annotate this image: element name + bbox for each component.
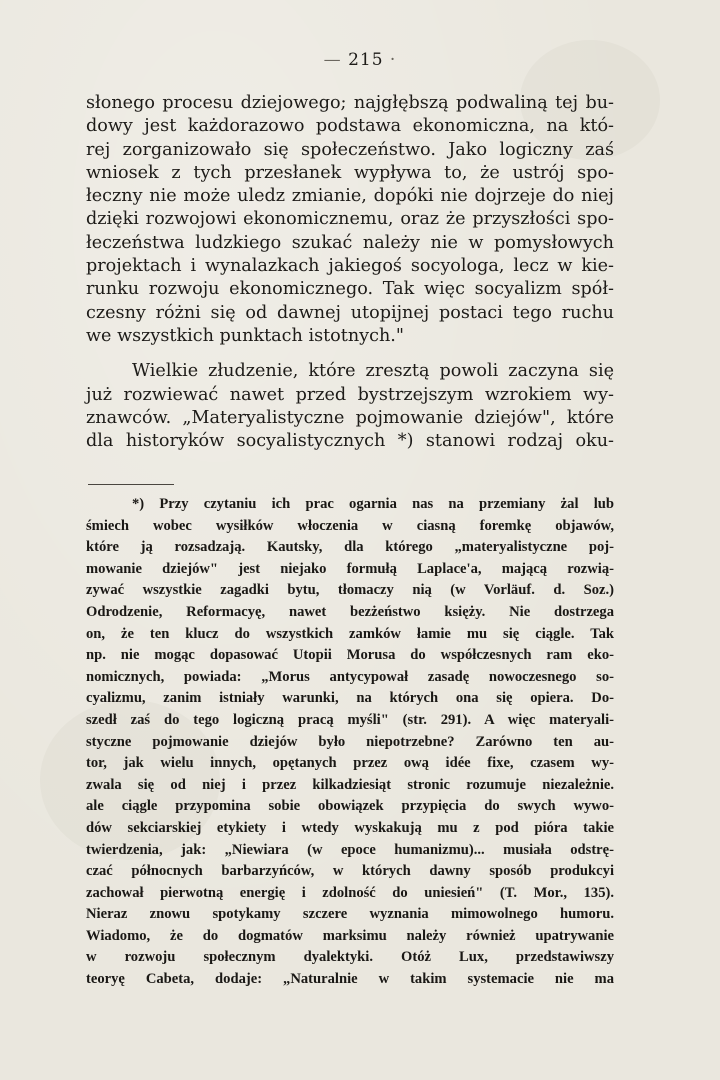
page-number-dash-left: — (323, 50, 349, 70)
footnote (86, 494, 614, 991)
text-line: znawców. „Materyalistyczne pojmowanie dziejów", które (86, 407, 614, 428)
footnote-line: styczne pojmowanie dziejów było niepotrzebne? Zarówno ten au- (86, 733, 614, 750)
page-number (0, 50, 720, 70)
footnote-line: zwala się od niej i przez kilkadziesiąt stronic rozumuje niezależnie. (86, 776, 614, 793)
footnote-line: szedł zaś do tego logiczną pracą myśli" (str. 291). A więc materyali- (86, 711, 614, 728)
text-line: Wielkie złudzenie, które zresztą powoli zaczyna się (132, 361, 614, 382)
text-line: łeczeństwa ludzkiego szukać należy nie w pomysłowych (86, 232, 614, 253)
footnote-line: ale ciągle przypomina sobie obowiązek przypięcia do swych wywo- (86, 798, 614, 815)
footnote-line: nomicznych, powiada: „Morus antycypował zasadę nowoczesnego so- (86, 668, 614, 685)
footnote-line: śmiech wobec wysiłków włoczenia w ciasną foremkę objawów, (86, 517, 614, 534)
footnote-line: które ją rozsadzają. Kautsky, dla którego „materyalistyczne poj- (86, 539, 614, 556)
footnote-line: w rozwoju społecznym dyalektyki. Otóż Lux, przedstawiwszy (86, 949, 614, 966)
footnote-line: teoryę Cabeta, dodaje: „Naturalnie w takim systemacie nie ma (86, 971, 614, 988)
text-line: łeczny nie może uledz zmianie, dopóki nie dojrzeje do niej (86, 186, 614, 207)
footnote-line: Wiadomo, że do dogmatów marksimu należy również upatrywanie (86, 927, 614, 944)
text-line: dla historyków socyalistycznych *) stanowi rodzaj oku- (86, 431, 614, 452)
footnote-line: np. nie mogąc dopasować Utopii Morusa do współczesnych ram eko- (86, 647, 614, 664)
footnote-line: Odrodzenie, Reformacyę, nawet bezżeństwo księży. Nie dostrzega (86, 603, 614, 620)
text-line: czesny różni się od dawnej utopijnej postaci tego ruchu (86, 302, 614, 323)
footnote-line: twierdzenia, jak: „Niewiara (w epoce humanizmu)... musiała odstrę- (86, 841, 614, 858)
footnote-line: mowanie dziejów" jest niejako formułą Laplace'a, mającą rozwią- (86, 560, 614, 577)
text-line: wniosek z tych przesłanek wypływa to, że ustrój spo- (86, 162, 614, 183)
footnote-line: tor, jak wielu innych, opętanych przez ową idée fixe, czasem wy- (86, 755, 614, 772)
text-line: rej zorganizowało się społeczeństwo. Jako logiczny zaś (86, 139, 614, 160)
text-line: projektach i wynalazkach jakiegoś socyologa, lecz w kie- (86, 256, 614, 277)
footnote-line: cyalizmu, zanim istniały warunki, na których ona się opiera. Do- (86, 690, 614, 707)
text-line: słonego procesu dziejowego; najgłębszą podwaliną tej bu- (86, 93, 614, 113)
footnote-line: dów sekciarskiej etykiety i wtedy wyskakują mu z pod pióra takie (86, 819, 614, 836)
footnote-line: Nieraz znowu spotykamy szczere wyznania mimowolnego humoru. (86, 906, 614, 923)
footnote-line: zywać wszystkie zagadki bytu, tłomaczy nią (w Vorläuf. d. Soz.) (86, 582, 614, 599)
page-number-dash-right: · (383, 50, 397, 70)
footnote-line: czać północnych barbarzyńców, w których dawny sposób produkcyi (86, 863, 614, 880)
footnote-line: zachował pierwotną energię i zdolność do uniesień" (T. Mor., 135). (86, 884, 614, 901)
text-line: dzięki rozwojowi ekonomicznemu, oraz że przyszłości spo- (86, 209, 614, 230)
text-line: już rozwiewać nawet przed bystrzejszym wzrokiem wy- (86, 384, 614, 405)
footnote-line: *) Przy czytaniu ich prac ogarnia nas na przemiany żal lub (132, 496, 614, 512)
page-number-value: 215 (348, 50, 384, 70)
text-line: runku rozwoju ekonomicznego. Tak więc socyalizm spół- (86, 279, 614, 300)
footnote-line: on, że ten klucz do wszystkich zamków łamie mu się ciągle. Tak (86, 625, 614, 642)
footnote-separator (88, 484, 174, 485)
main-text (86, 92, 614, 453)
text-line: dowy jest każdorazowo podstawa ekonomiczna, na któ- (86, 116, 614, 137)
text-line: we wszystkich punktach istotnych." (86, 325, 404, 346)
